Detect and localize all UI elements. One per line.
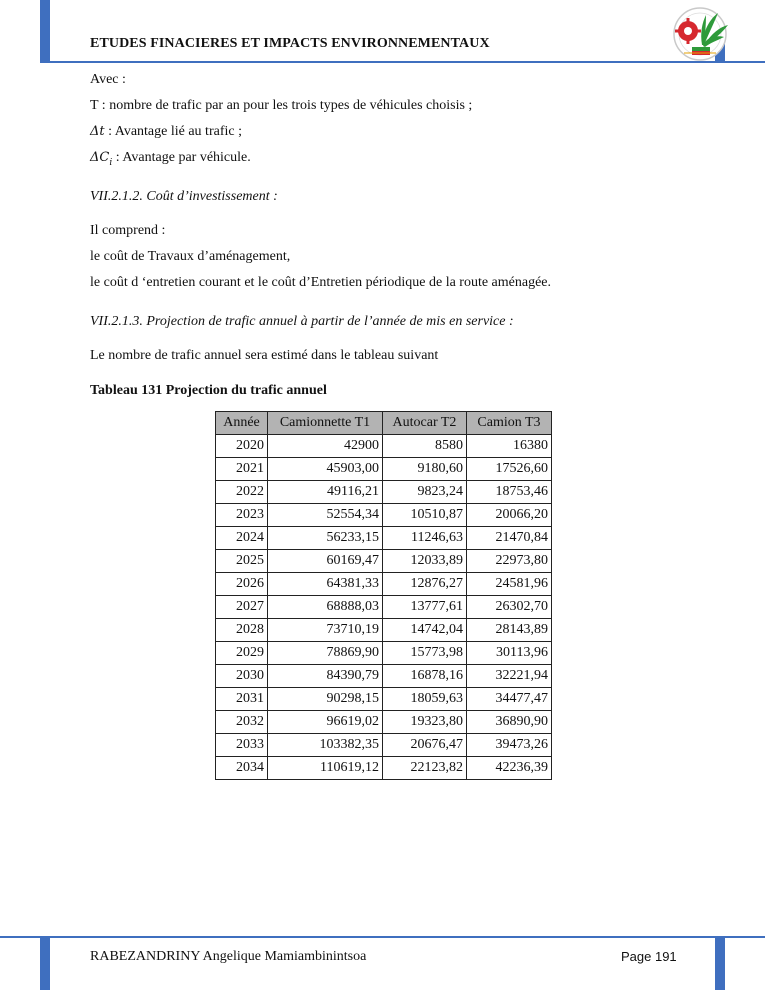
table-cell: 30113,96	[467, 642, 552, 665]
table-cell: 9823,24	[383, 481, 467, 504]
table-cell: 28143,89	[467, 619, 552, 642]
delta-c-text: : Avantage par véhicule.	[112, 150, 251, 165]
left-decor-bar-bottom	[40, 937, 50, 990]
cost-item-works: le coût de Travaux d’aménagement,	[90, 249, 291, 264]
table-row	[216, 550, 552, 573]
right-decor-bar-bottom	[715, 937, 725, 990]
header-rule	[40, 61, 765, 63]
table-cell: 9180,60	[383, 458, 467, 481]
table-cell: 45903,00	[268, 458, 383, 481]
table-cell: 52554,34	[268, 504, 383, 527]
table-cell: 18059,63	[383, 688, 467, 711]
table-cell: 110619,12	[268, 757, 383, 780]
table-cell: 42900	[268, 435, 383, 458]
table-cell: 20676,47	[383, 734, 467, 757]
institution-logo-icon	[662, 5, 738, 63]
delta-t-text: : Avantage lié au trafic ;	[104, 124, 242, 139]
table-row	[216, 711, 552, 734]
table-cell: 60169,47	[268, 550, 383, 573]
section-cost-heading: VII.2.1.2. Coût d’investissement :	[90, 189, 278, 204]
table-cell: 22123,82	[383, 757, 467, 780]
table-cell: 2024	[216, 527, 268, 550]
delta-c-symbol: ΔC	[90, 150, 110, 165]
table-row	[216, 619, 552, 642]
table-cell: 18753,46	[467, 481, 552, 504]
table-cell: 42236,39	[467, 757, 552, 780]
table-cell: 56233,15	[268, 527, 383, 550]
table-row	[216, 734, 552, 757]
section-projection-heading: VII.2.1.3. Projection de trafic annuel à partir de l’année de mis en service :	[90, 314, 514, 329]
table-cell: 12033,89	[383, 550, 467, 573]
table-row	[216, 435, 552, 458]
table-row	[216, 596, 552, 619]
il-comprend-label: Il comprend :	[90, 223, 166, 238]
table-cell: 103382,35	[268, 734, 383, 757]
table-cell: 2022	[216, 481, 268, 504]
table-cell: 19323,80	[383, 711, 467, 734]
traffic-projection-table	[215, 411, 552, 780]
table-cell: 20066,20	[467, 504, 552, 527]
table-cell: 2028	[216, 619, 268, 642]
header-camionnette: Camionnette T1	[268, 412, 383, 435]
table-cell: 14742,04	[383, 619, 467, 642]
table-cell: 24581,96	[467, 573, 552, 596]
page-number: Page 191	[621, 949, 677, 964]
header-camion: Camion T3	[467, 412, 552, 435]
table-cell: 12876,27	[383, 573, 467, 596]
table-row	[216, 688, 552, 711]
table-cell: 2025	[216, 550, 268, 573]
table-cell: 22973,80	[467, 550, 552, 573]
table-cell: 96619,02	[268, 711, 383, 734]
footer-rule	[0, 936, 765, 938]
table-cell: 2031	[216, 688, 268, 711]
table-cell: 64381,33	[268, 573, 383, 596]
table-cell: 84390,79	[268, 665, 383, 688]
table-cell: 2034	[216, 757, 268, 780]
definition-t: T : nombre de trafic par an pour les trois types de véhicules choisis ;	[90, 98, 473, 113]
table-cell: 21470,84	[467, 527, 552, 550]
table-cell: 2033	[216, 734, 268, 757]
table-cell: 16878,16	[383, 665, 467, 688]
table-row	[216, 757, 552, 780]
table-cell: 68888,03	[268, 596, 383, 619]
table-cell: 2030	[216, 665, 268, 688]
delta-c-subscript: i	[109, 157, 113, 168]
avec-label: Avec :	[90, 72, 126, 87]
delta-t-symbol: Δt	[90, 124, 105, 139]
table-cell: 90298,15	[268, 688, 383, 711]
header-autocar: Autocar T2	[383, 412, 467, 435]
left-decor-bar-top	[40, 0, 50, 62]
table-cell: 2032	[216, 711, 268, 734]
cost-item-maintenance: le coût d ‘entretien courant et le coût d’Entretien périodique de la route aménagée.	[90, 275, 552, 290]
table-cell: 2029	[216, 642, 268, 665]
table-cell: 34477,47	[467, 688, 552, 711]
table-cell: 2027	[216, 596, 268, 619]
table-header-row	[216, 412, 552, 435]
table-cell: 49116,21	[268, 481, 383, 504]
table-caption: Tableau 131 Projection du trafic annuel	[90, 383, 327, 398]
table-row	[216, 642, 552, 665]
projection-intro: Le nombre de trafic annuel sera estimé dans le tableau suivant	[90, 348, 439, 363]
table-cell: 2023	[216, 504, 268, 527]
table-row	[216, 458, 552, 481]
table-cell: 73710,19	[268, 619, 383, 642]
table-cell: 11246,63	[383, 527, 467, 550]
table-cell: 16380	[467, 435, 552, 458]
table-cell: 2021	[216, 458, 268, 481]
table-cell: 78869,90	[268, 642, 383, 665]
table-row	[216, 504, 552, 527]
table-cell: 26302,70	[467, 596, 552, 619]
table-cell: 17526,60	[467, 458, 552, 481]
table-cell: 15773,98	[383, 642, 467, 665]
table-cell: 13777,61	[383, 596, 467, 619]
header-annee: Année	[216, 412, 268, 435]
definition-delta-c	[90, 150, 251, 168]
table-cell: 2020	[216, 435, 268, 458]
table-cell: 36890,90	[467, 711, 552, 734]
table-row	[216, 481, 552, 504]
footer-author: RABEZANDRINY Angelique Mamiambinintsoa	[90, 949, 367, 964]
definition-delta-t	[90, 124, 242, 140]
table-row	[216, 573, 552, 596]
table-cell: 2026	[216, 573, 268, 596]
table-row	[216, 665, 552, 688]
table-cell: 8580	[383, 435, 467, 458]
page-header-title: ETUDES FINACIERES ET IMPACTS ENVIRONNEMENTAUX	[90, 36, 490, 51]
table-cell: 10510,87	[383, 504, 467, 527]
table-cell: 39473,26	[467, 734, 552, 757]
table-row	[216, 527, 552, 550]
table-cell: 32221,94	[467, 665, 552, 688]
